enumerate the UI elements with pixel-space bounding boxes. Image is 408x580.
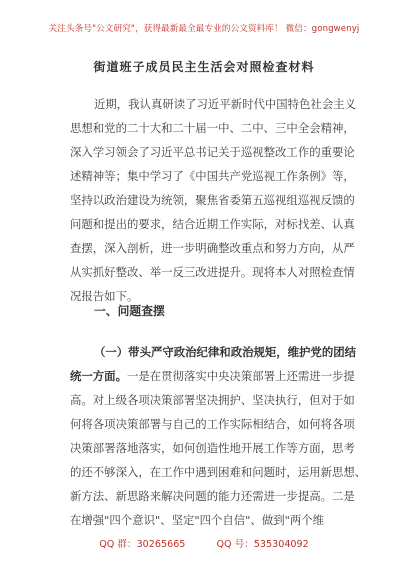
paragraph-line: 坚持以政治建设为统领，聚焦省委第五巡视组巡视反馈的 <box>70 193 355 207</box>
document-title: 街道班子成员民主生活会对照检查材料 <box>93 60 315 74</box>
subsection-heading-tail: 统一方面。 <box>70 369 127 383</box>
paragraph-line: 新方法、新思路来解决问题的能力还需进一步提高。二是 <box>70 489 355 503</box>
paragraph-line: 何将各项决策部署与自己的工作实际相结合，如何将各项 <box>70 417 355 431</box>
paragraph-line: 思想和党的二十大和二十届一中、二中、三中全会精神， <box>70 121 355 135</box>
subsection-heading: （一）带头严守政治纪律和政治规矩，维护党的团结 <box>94 345 356 359</box>
intro-paragraph <box>70 92 356 308</box>
section-paragraph <box>70 340 367 532</box>
paragraph-line: 述精神等；集中学习了《中国共产党巡视工作条例》等， <box>70 169 355 183</box>
paragraph-line: 决策部署落地落实，如何创造性地开展工作等方面，思考 <box>70 441 355 455</box>
qq-group: QQ 群：30265665 <box>99 539 186 550</box>
qq-number: QQ 号：535304092 <box>216 539 309 550</box>
paragraph-line: 问题和提出的要求，结合近期工作实际，对标找差、认真 <box>70 217 355 231</box>
section-heading: 一、问题查摆 <box>94 304 165 318</box>
paragraph-line: 况报告如下。 <box>70 289 139 303</box>
footer-contact <box>0 536 408 550</box>
paragraph-line: 查摆，深入剖析，进一步明确整改重点和努力方向，从严 <box>70 241 355 255</box>
paragraph-line: 高。对上级各项决策部署坚决拥护、坚决执行，但对于如 <box>70 393 355 407</box>
paragraph-line: 在增强"四个意识"、坚定"四个自信"、做到"两个维 <box>70 513 325 527</box>
paragraph-line: 近期，我认真研读了习近平新时代中国特色社会主义 <box>94 97 356 111</box>
header-note: 关注头条号"公文研究"，获得最新最全最专业的公文资料库！ 微信：gongwenyj <box>48 24 360 34</box>
paragraph-line: 的还不够深入，在工作中遇到困难和问题时，运用新思想、 <box>70 465 367 479</box>
paragraph-line: 从实抓好整改、举一反三改进提升。现将本人对照检查情 <box>70 265 355 279</box>
paragraph-line: 深入学习领会了习近平总书记关于巡视整改工作的重要论 <box>70 145 355 159</box>
paragraph-line: 统一方面。一是在贯彻落实中央决策部署上还需进一步提 <box>70 369 355 383</box>
